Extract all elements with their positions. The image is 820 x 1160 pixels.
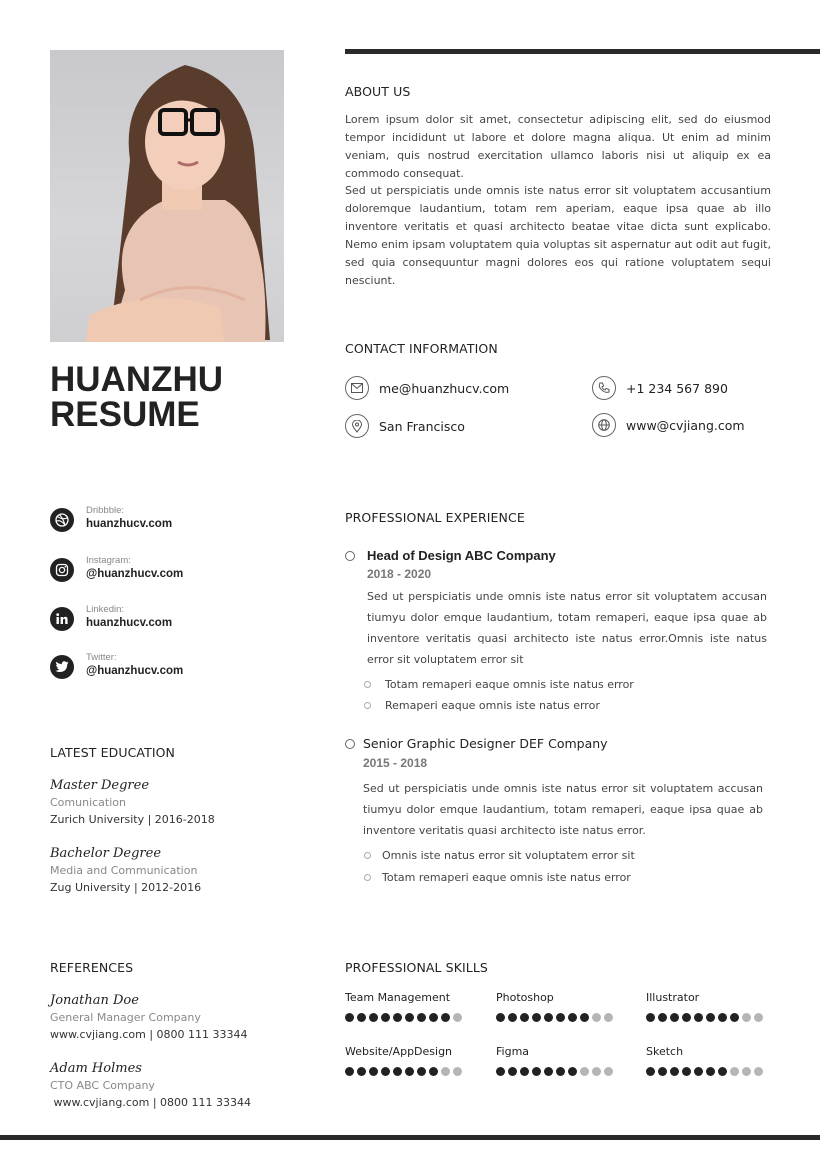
skill-dot-filled	[417, 1013, 426, 1022]
about-paragraph-1: Lorem ipsum dolor sit amet, consectetur adipiscing elit, sed do eiusmod tempor incididunt ut labore et dolore magna aliqua. Ut enim ad minim veniam, quis nostrud exercitation ullamco laboris nisi ut aliquip ex ea commodo consequat.	[345, 113, 771, 180]
skill-dot-filled	[520, 1013, 529, 1022]
degree-name: Master Degree	[50, 778, 150, 793]
job-bullet	[364, 871, 631, 884]
skill-item	[646, 1045, 763, 1076]
degree-school: Zurich University | 2016-2018	[50, 813, 215, 826]
bullet-circle-icon	[364, 681, 371, 688]
about-title: ABOUT US	[345, 84, 411, 99]
portrait-illustration	[50, 50, 284, 342]
social-value: @huanzhucv.com	[86, 665, 184, 677]
reference-name: Jonathan Doe	[50, 993, 139, 1008]
skill-dot-filled	[417, 1067, 426, 1076]
dribbble-icon	[50, 508, 74, 532]
social-value: huanzhucv.com	[86, 518, 173, 530]
education-title: LATEST EDUCATION	[50, 745, 176, 760]
skill-dot-empty	[742, 1013, 751, 1022]
instagram-icon	[50, 558, 74, 582]
skill-dot-filled	[706, 1067, 715, 1076]
skill-dot-filled	[568, 1013, 577, 1022]
skill-name: Figma	[496, 1045, 530, 1058]
linkedin-icon	[50, 607, 74, 631]
reference-name: Adam Holmes	[50, 1061, 142, 1076]
social-label: Dribbble:	[86, 505, 125, 516]
top-divider-bar	[345, 49, 820, 54]
skill-dot-filled	[429, 1013, 438, 1022]
degree-field: Media and Communication	[50, 864, 198, 877]
skill-dots	[345, 1067, 462, 1076]
skill-dot-filled	[718, 1013, 727, 1022]
skill-dot-empty	[754, 1067, 763, 1076]
skill-dots	[646, 1067, 763, 1076]
reference-role: General Manager Company	[50, 1011, 201, 1024]
job-title: Head of Design ABC Company	[367, 548, 556, 563]
skill-dot-empty	[730, 1067, 739, 1076]
resume-name	[50, 362, 223, 432]
job-years: 2018 - 2020	[367, 567, 432, 581]
contact-location	[345, 414, 465, 438]
social-item-linkedin[interactable]	[50, 604, 270, 638]
location-text: San Francisco	[379, 418, 465, 434]
skill-dot-filled	[646, 1067, 655, 1076]
job-description: Sed ut perspiciatis unde omnis iste natus error sit voluptatem accusan tiumyu dolor emque laudantium, totam remaperi, eaque ipsa quae ab inventore veritatis quasi architecto iste natus error.Omnis iste natus error sit voluptatem error sit	[367, 590, 767, 666]
bullet-circle-icon	[364, 702, 371, 709]
skill-dot-empty	[754, 1013, 763, 1022]
timeline-marker	[345, 551, 355, 561]
skill-item	[345, 991, 462, 1022]
social-item-instagram[interactable]	[50, 555, 270, 589]
name-line-1: HUANZHU	[50, 360, 224, 399]
skill-name: Photoshop	[496, 991, 554, 1004]
email-text: me@huanzhucv.com	[379, 380, 510, 396]
skill-dot-empty	[441, 1067, 450, 1076]
job-bullet	[364, 699, 600, 712]
skill-dot-filled	[381, 1067, 390, 1076]
skill-dot-filled	[357, 1067, 366, 1076]
skill-dot-filled	[556, 1013, 565, 1022]
bullet-text: Totam remaperi eaque omnis iste natus error	[382, 871, 631, 884]
skill-dot-filled	[393, 1067, 402, 1076]
social-label: Twitter:	[86, 652, 117, 663]
education-item	[50, 778, 215, 826]
skill-dot-filled	[441, 1013, 450, 1022]
skill-dot-filled	[496, 1013, 505, 1022]
skill-item	[496, 1045, 613, 1076]
skill-item	[646, 991, 763, 1022]
degree-field: Comunication	[50, 796, 126, 809]
skill-dot-filled	[682, 1067, 691, 1076]
social-label: Instagram:	[86, 555, 131, 566]
website-text: www@cvjiang.com	[626, 417, 745, 433]
skill-dots	[496, 1067, 613, 1076]
skill-dots	[496, 1013, 613, 1022]
skill-dot-filled	[718, 1067, 727, 1076]
skill-dot-filled	[393, 1013, 402, 1022]
contact-website[interactable]	[592, 413, 745, 437]
skill-dot-empty	[453, 1013, 462, 1022]
skill-dot-empty	[592, 1067, 601, 1076]
reference-contact: www.cvjiang.com | 0800 111 33344	[50, 1028, 248, 1041]
skill-dot-filled	[580, 1013, 589, 1022]
education-item	[50, 846, 201, 894]
skill-dot-filled	[730, 1013, 739, 1022]
skill-dot-filled	[508, 1067, 517, 1076]
phone-text: +1 234 567 890	[626, 380, 728, 396]
skill-name: Illustrator	[646, 991, 700, 1004]
job-title: Senior Graphic Designer DEF Company	[363, 736, 608, 751]
skill-dot-filled	[706, 1013, 715, 1022]
name-line-2: RESUME	[50, 395, 200, 434]
reference-role: CTO ABC Company	[50, 1079, 155, 1092]
social-value: huanzhucv.com	[86, 617, 173, 629]
job-bullet	[364, 678, 634, 691]
degree-school: Zug University | 2012-2016	[50, 881, 202, 894]
skill-dot-filled	[405, 1013, 414, 1022]
references-title: REFERENCES	[50, 960, 134, 975]
contact-title: CONTACT INFORMATION	[345, 341, 498, 356]
skill-name: Website/AppDesign	[345, 1045, 453, 1058]
skill-item	[496, 991, 613, 1022]
job-description: Sed ut perspiciatis unde omnis iste natus error sit voluptatem accusan tiumyu dolor emque laudantium, totam remaperi, eaque ipsa quae ab inventore veritatis quasi architecto iste natus error.	[363, 782, 763, 837]
location-pin-icon	[345, 414, 369, 438]
skill-dot-filled	[694, 1013, 703, 1022]
skill-dot-filled	[544, 1067, 553, 1076]
bullet-circle-icon	[364, 852, 371, 859]
degree-name: Bachelor Degree	[50, 846, 162, 861]
skill-dots	[646, 1013, 763, 1022]
skill-item	[345, 1045, 462, 1076]
profile-photo	[50, 50, 284, 342]
bullet-text: Omnis iste natus error sit voluptatem error sit	[382, 849, 635, 862]
skill-dot-filled	[532, 1013, 541, 1022]
skill-dot-empty	[742, 1067, 751, 1076]
skill-dot-empty	[453, 1067, 462, 1076]
bottom-divider-bar	[0, 1135, 820, 1140]
skill-dot-filled	[568, 1067, 577, 1076]
contact-phone[interactable]	[592, 376, 728, 400]
twitter-icon	[50, 655, 74, 679]
skill-dots	[345, 1013, 462, 1022]
social-label: Linkedin:	[86, 604, 125, 615]
skill-dot-filled	[532, 1067, 541, 1076]
skill-dot-empty	[604, 1067, 613, 1076]
social-value: @huanzhucv.com	[86, 568, 184, 580]
social-item-twitter[interactable]	[50, 652, 270, 686]
skill-dot-filled	[544, 1013, 553, 1022]
skill-dot-filled	[670, 1067, 679, 1076]
skill-name: Sketch	[646, 1045, 684, 1058]
skill-dot-filled	[694, 1067, 703, 1076]
skill-dot-empty	[580, 1067, 589, 1076]
job-years: 2015 - 2018	[363, 756, 428, 770]
bullet-text: Totam remaperi eaque omnis iste natus error	[385, 678, 634, 691]
about-paragraph-2: Sed ut perspiciatis unde omnis iste natus error sit voluptatem accusantium doloremque laudantium, totam rem aperiam, eaque ipsa quae ab illo inventore veritatis et quasi architecto beatae vitae dicta sunt explicabo. Nemo enim ipsam voluptatem quia voluptas sit aspernatur aut odit aut fugit, sed quia consequuntur magni dolores eos qui ratione voluptatem sequi nesciunt.	[345, 184, 771, 287]
skill-dot-filled	[646, 1013, 655, 1022]
mail-icon	[345, 376, 369, 400]
contact-email[interactable]	[345, 376, 509, 400]
skill-dot-filled	[369, 1013, 378, 1022]
skill-dot-filled	[508, 1013, 517, 1022]
skill-dot-empty	[592, 1013, 601, 1022]
skill-dot-filled	[345, 1013, 354, 1022]
job-bullet	[364, 849, 635, 862]
skill-dot-filled	[345, 1067, 354, 1076]
skill-dot-filled	[658, 1013, 667, 1022]
skill-dot-filled	[496, 1067, 505, 1076]
reference-item	[50, 993, 248, 1041]
globe-icon	[592, 413, 616, 437]
skill-dot-filled	[520, 1067, 529, 1076]
bullet-circle-icon	[364, 874, 371, 881]
phone-icon	[592, 376, 616, 400]
timeline-marker	[345, 739, 355, 749]
skill-dot-filled	[682, 1013, 691, 1022]
skill-dot-filled	[658, 1067, 667, 1076]
skill-dot-filled	[429, 1067, 438, 1076]
social-item-dribbble[interactable]	[50, 505, 270, 539]
experience-title: PROFESSIONAL EXPERIENCE	[345, 510, 525, 525]
reference-contact: www.cvjiang.com | 0800 111 33344	[50, 1096, 252, 1109]
skill-dot-filled	[405, 1067, 414, 1076]
skill-dot-filled	[369, 1067, 378, 1076]
skill-dot-filled	[381, 1013, 390, 1022]
skill-name: Team Management	[345, 991, 451, 1004]
skill-dot-filled	[670, 1013, 679, 1022]
skill-dot-filled	[556, 1067, 565, 1076]
skills-title: PROFESSIONAL SKILLS	[345, 960, 488, 975]
skill-dot-filled	[357, 1013, 366, 1022]
reference-item	[50, 1061, 251, 1109]
bullet-text: Remaperi eaque omnis iste natus error	[385, 699, 600, 712]
skill-dot-empty	[604, 1013, 613, 1022]
